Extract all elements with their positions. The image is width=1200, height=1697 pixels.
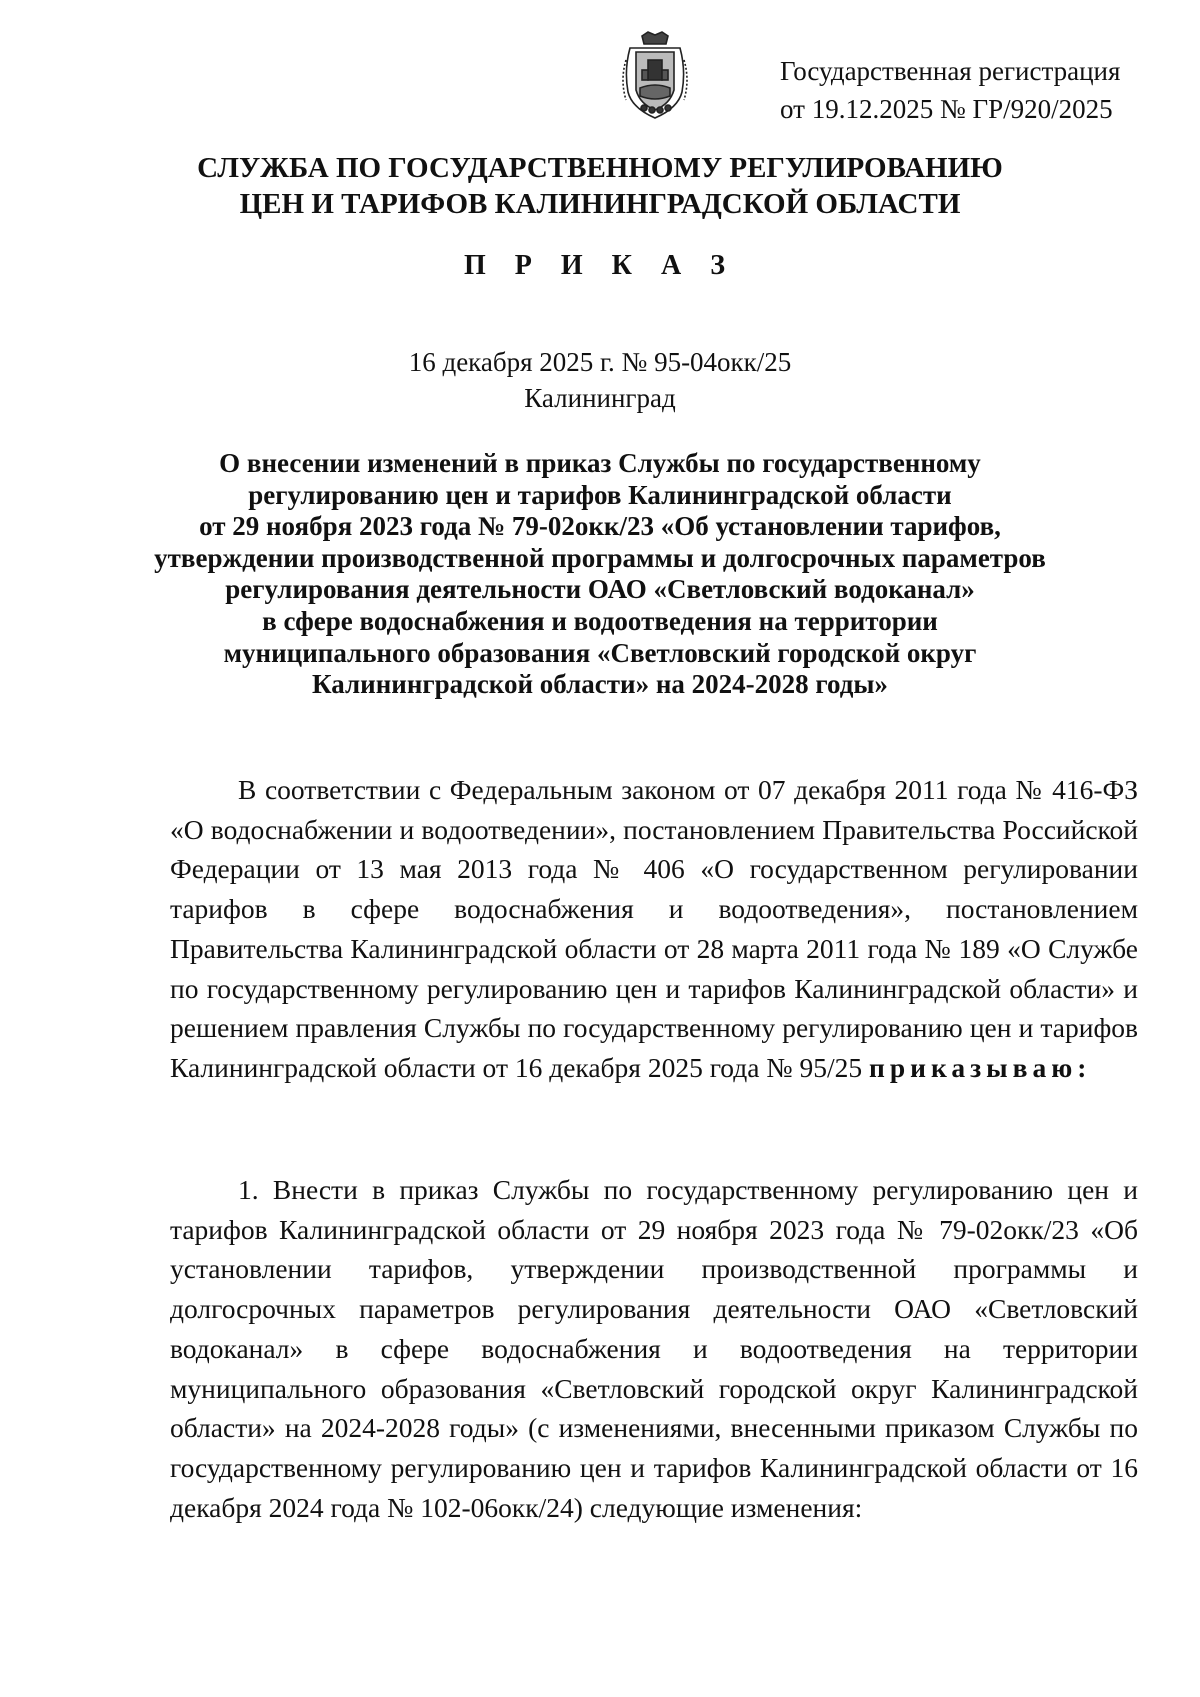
title-line: от 29 ноября 2023 года № 79-02окк/23 «Об установлении тарифов, xyxy=(199,511,1001,542)
agency-name-line-2: ЦЕН И ТАРИФОВ КАЛИНИНГРАДСКОЙ ОБЛАСТИ xyxy=(239,188,961,220)
registration-line-2: от 19.12.2025 № ГР/920/2025 xyxy=(780,94,1113,124)
title-line: регулирования деятельности ОАО «Светловский водоканал» xyxy=(225,574,975,605)
preamble-text: В соответствии с Федеральным законом от 07 декабря 2011 года № 416-ФЗ «О водоснабжении и водоотведении», постановлением Правительства Российской Федерации от 13 мая 2013 года № 406 «О государственном регулировании тарифов в сфере водоснабжения и водоотведения», постановлением Правительства Калининградской области от 28 марта 2011 года № 189 «О Службе по государственному регулированию цен и тарифов Калининградской области» и решением правления Службы по государственному регулированию цен и тарифов Калининградской области от 16 декабря 2025 года № 95/25 xyxy=(170,774,1138,1083)
registration-line-1: Государственная регистрация xyxy=(780,56,1121,86)
order-date-number: 16 декабря 2025 г. № 95-04окк/25 xyxy=(408,347,792,377)
order-title xyxy=(150,448,1050,701)
title-line: в сфере водоснабжения и водоотведения на территории xyxy=(262,605,938,636)
title-line: О внесении изменений в приказ Службы по государственному xyxy=(219,448,981,478)
preamble-paragraph xyxy=(170,770,1138,1088)
state-registration-stamp xyxy=(780,52,1140,128)
document-type-heading: П Р И К А З xyxy=(464,250,736,281)
title-line: утверждении производственной программы и долгосрочных параметров xyxy=(154,542,1046,573)
title-line: регулированию цен и тарифов Калининградской области xyxy=(248,479,952,510)
agency-name-line-1: СЛУЖБА ПО ГОСУДАРСТВЕННОМУ РЕГУЛИРОВАНИЮ xyxy=(197,152,1003,184)
order-city: Калининград xyxy=(524,383,676,413)
title-line: муниципального образования «Светловский городской округ xyxy=(223,637,977,668)
title-line: Калининградской области» на 2024-2028 годы» xyxy=(312,669,888,700)
item-1-text: 1. Внести в приказ Службы по государственному регулированию цен и тарифов Калининградской области от 29 ноября 2023 года № 79-02окк/23 «Об установлении тарифов, утверждении производственной программы и долгосрочных параметров регулирования деятельности ОАО «Светловский водоканал» в сфере водоснабжения и водоотведения на территории муниципального образования «Светловский городской округ Калининградской области» на 2024-2028 годы» (с изменениями, внесенными приказом Службы по государственному регулированию цен и тарифов Калининградской области от 16 декабря 2024 года № 102-06окк/24) следующие изменения: xyxy=(170,1174,1138,1523)
item-1-paragraph xyxy=(170,1170,1138,1527)
agency-name xyxy=(0,150,1200,222)
order-word: приказываю: xyxy=(868,1051,1092,1083)
coat-of-arms-emblem-icon xyxy=(620,30,690,124)
